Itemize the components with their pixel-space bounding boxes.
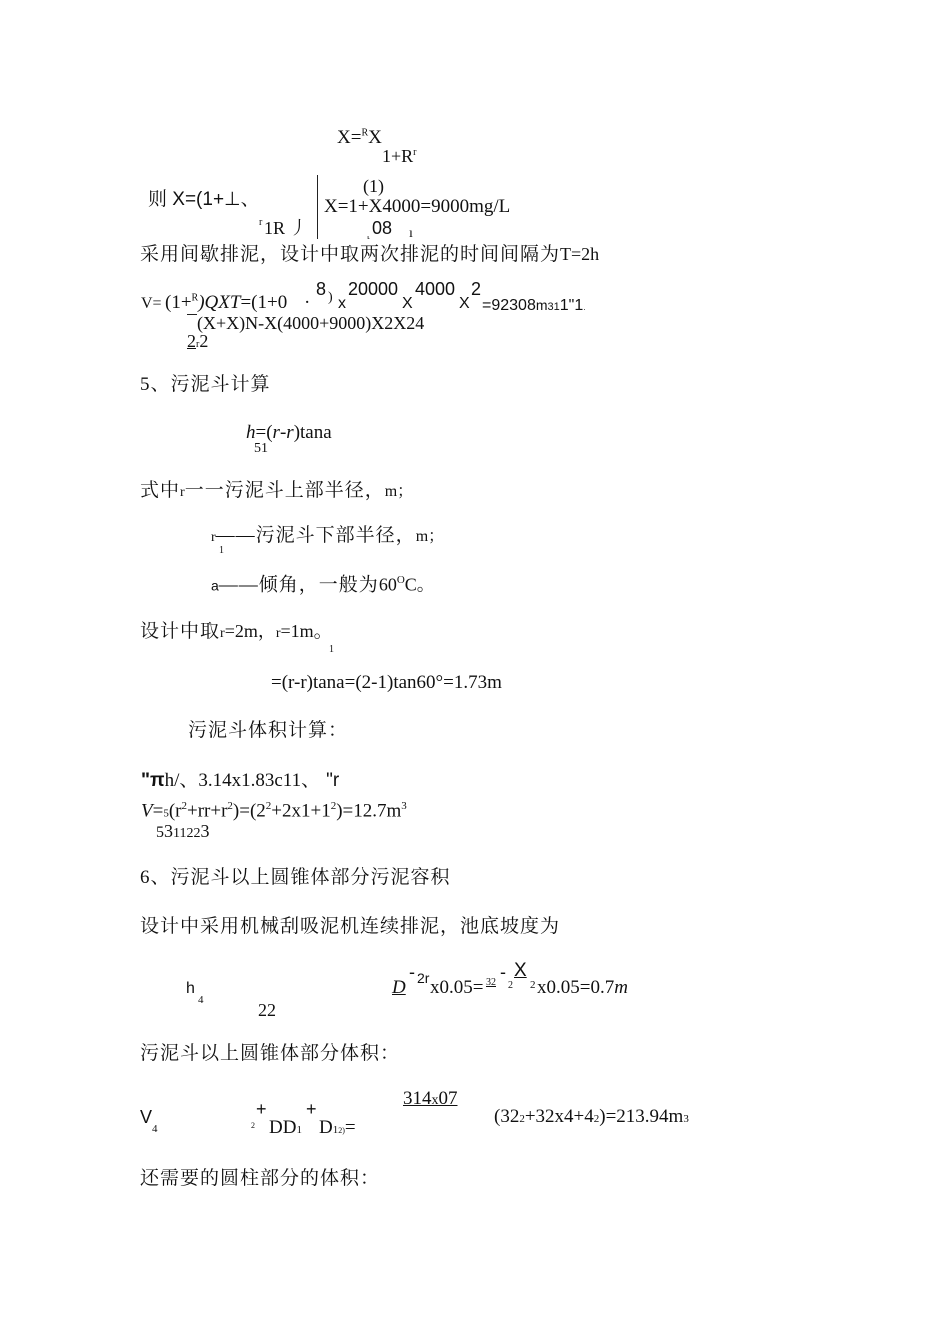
formula-v-2: 2: [471, 279, 482, 299]
formula-v-x2: X: [402, 295, 413, 312]
formula-h4-X: X: [514, 960, 527, 981]
formula-v4-result: (322+32x4+42)=213.94m3: [494, 1106, 689, 1127]
paragraph-cone-volume: 污泥斗以上圆锥体部分体积：: [140, 1043, 401, 1064]
formula-08: 08: [372, 218, 393, 238]
formula-v4-numerator: 314x07: [403, 1088, 458, 1109]
design-values: 设计中取r=2m，r=1m。: [140, 621, 334, 642]
formula-v-20000: 20000: [348, 279, 399, 299]
formula-h4-result: x0.05=0.7m: [537, 977, 628, 998]
formula-ze-r: r: [259, 217, 263, 228]
formula-h4-x: x0.05=: [430, 977, 484, 998]
definition-angle: a——倾角，一般为$60^OC$。: [211, 574, 435, 596]
formula-ze: 则 X=(1+⊥、: [148, 189, 260, 210]
formula-tick: ı: [409, 226, 413, 241]
formula-v-eight: 8: [316, 279, 327, 299]
formula-v5-bottom: 5311223: [156, 821, 210, 841]
formula-v4-sub: 4: [152, 1123, 158, 1135]
formula-one: (1): [363, 176, 384, 196]
formula-divider: [317, 175, 318, 239]
formula-x-denominator: $1+R^r$: [382, 146, 417, 166]
formula-h4-r: 2r: [417, 970, 430, 986]
formula-v-4000: 4000: [415, 279, 456, 299]
formula-h4-main: D: [392, 977, 406, 998]
paragraph-intermittent: 采用间歇排泥，设计中取两次排泥的时间间隔为T=2h: [140, 244, 600, 265]
design-values-sub: 1: [329, 644, 334, 655]
formula-v-dot: ·: [304, 292, 311, 313]
formula-h5-sub: 51: [254, 441, 268, 456]
formula-v-fraction-line: [187, 314, 197, 315]
formula-h5: h=(r-r)tana: [246, 422, 332, 443]
formula-v4-D: D12)=: [319, 1117, 356, 1138]
formula-v5-main: $V=5(r^2+rr+r^2)=(2^2+2x1+1^2)=12.7m^3$: [141, 800, 407, 822]
formula-h4-2a: 2: [508, 980, 513, 991]
formula-v-denominator2: 2r2: [187, 331, 209, 351]
formula-v-close: ): [328, 290, 333, 305]
formula-v5-top: "πh/、3.14x1.83c11、 "r: [141, 770, 340, 791]
definition-r1-sub: 1: [219, 545, 224, 556]
formula-v4-DD: DD1: [269, 1117, 302, 1138]
formula-ze-rest: 1R 丿: [264, 218, 308, 238]
formula-h5-calc: =(r-r)tana=(2-1)tan60°=1.73m: [271, 672, 502, 693]
formula-h4-2b: 2: [530, 979, 536, 991]
formula-v4-plus2: +: [306, 1099, 317, 1119]
heading-section-6: 6、污泥斗以上圆锥体部分污泥容积: [140, 867, 451, 888]
formula-v-result: =92308m311"1.: [482, 297, 586, 314]
formula-x-result: X=1+X4000=9000mg/L: [324, 196, 511, 217]
paragraph-cylinder-volume: 还需要的圆柱部分的体积：: [140, 1168, 381, 1189]
formula-v4-plus1: +: [256, 1099, 267, 1119]
heading-section-5: 5、污泥斗计算: [140, 374, 271, 395]
formula-h4-h: h: [186, 980, 195, 997]
formula-mark: ⸤: [367, 231, 371, 240]
formula-v-x3: X: [459, 295, 470, 312]
formula-x-top: X=$^R$X: [337, 127, 382, 148]
definition-r1: r——污泥斗下部半径，m；: [211, 525, 445, 546]
formula-h4-sup: -: [409, 962, 415, 982]
formula-v-lead: V=: [141, 295, 162, 312]
definition-r: 式中r一一污泥斗上部半径，m；: [140, 480, 414, 501]
formula-h4-neg: -: [500, 962, 506, 982]
paragraph-slope: 设计中采用机械刮吸泥机连续排泥，池底坡度为: [140, 916, 561, 937]
formula-v4-sup2: 2: [251, 1121, 255, 1130]
heading-hopper-volume: 污泥斗体积计算：: [188, 720, 349, 741]
formula-v-body: (1+$^R$)QXT=(1+0: [165, 292, 288, 313]
formula-h4-22: 22: [258, 1000, 276, 1020]
formula-h4-32: 32: [486, 977, 496, 988]
formula-v-denominator: (X+X)N-X(4000+9000)X2X24: [197, 313, 425, 333]
formula-v4-v: V: [140, 1107, 153, 1127]
formula-v-x1: x: [338, 295, 346, 312]
formula-h4-sub: 4: [198, 994, 204, 1006]
